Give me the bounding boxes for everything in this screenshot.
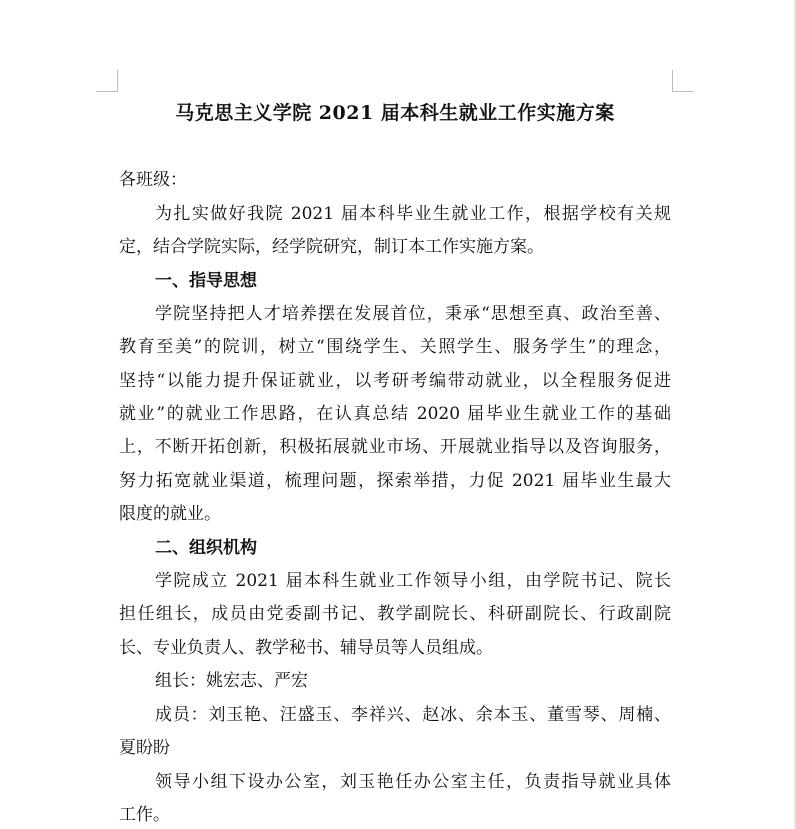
intro-line-1: 为扎实做好我院 2021 届本科毕业生就业工作，根据学校有关规 xyxy=(155,204,671,224)
salutation: 各班级： xyxy=(119,170,187,190)
crop-mark-top-right-vertical xyxy=(672,70,673,92)
section-2-line-2: 担任组长，成员由党委副书记、教学副院长、科研副院长、行政副院 xyxy=(119,604,671,624)
section-2-office-line-1: 领导小组下设办公室，刘玉艳任办公室主任，负责指导就业具体 xyxy=(155,772,671,792)
section-2-office-line-2: 工作。 xyxy=(119,805,170,825)
section-2-members-line-2: 夏盼盼 xyxy=(119,738,170,758)
section-1-line-2: 教育至美”的院训，树立“围绕学生、关照学生、服务学生”的理念， xyxy=(119,337,671,357)
section-2-members-line-1: 成员：刘玉艳、汪盛玉、李祥兴、赵冰、余本玉、董雪琴、周楠、 xyxy=(155,705,671,725)
section-1-heading: 一、指导思想 xyxy=(155,271,257,291)
section-1-line-4: 就业”的就业工作思路，在认真总结 2020 届毕业生就业工作的基础 xyxy=(119,404,671,424)
crop-mark-top-left-horizontal xyxy=(96,91,118,92)
section-2-leaders: 组长：姚宏志、严宏 xyxy=(155,671,308,691)
intro-line-2: 定，结合学院实际，经学院研究，制订本工作实施方案。 xyxy=(119,237,544,257)
crop-mark-top-right-horizontal xyxy=(672,91,694,92)
section-2-heading: 二、组织机构 xyxy=(155,538,257,558)
section-1-line-1: 学院坚持把人才培养摆在发展首位，秉承“思想至真、政治至善、 xyxy=(155,304,671,324)
section-1-line-6: 努力拓宽就业渠道，梳理问题，探索举措，力促 2021 届毕业生最大 xyxy=(119,471,671,491)
section-1-line-7: 限度的就业。 xyxy=(119,504,221,524)
section-1-line-5: 上，不断开拓创新，积极拓展就业市场、开展就业指导以及咨询服务， xyxy=(119,437,671,457)
section-1-line-3: 坚持“以能力提升保证就业，以考研考编带动就业，以全程服务促进 xyxy=(119,371,671,391)
crop-mark-top-left-vertical xyxy=(117,70,118,92)
document-title: 马克思主义学院 2021 届本科生就业工作实施方案 xyxy=(175,102,615,124)
section-2-line-3: 长、专业负责人、教学秘书、辅导员等人员组成。 xyxy=(119,638,493,658)
section-2-line-1: 学院成立 2021 届本科生就业工作领导小组，由学院书记、院长 xyxy=(155,571,671,591)
